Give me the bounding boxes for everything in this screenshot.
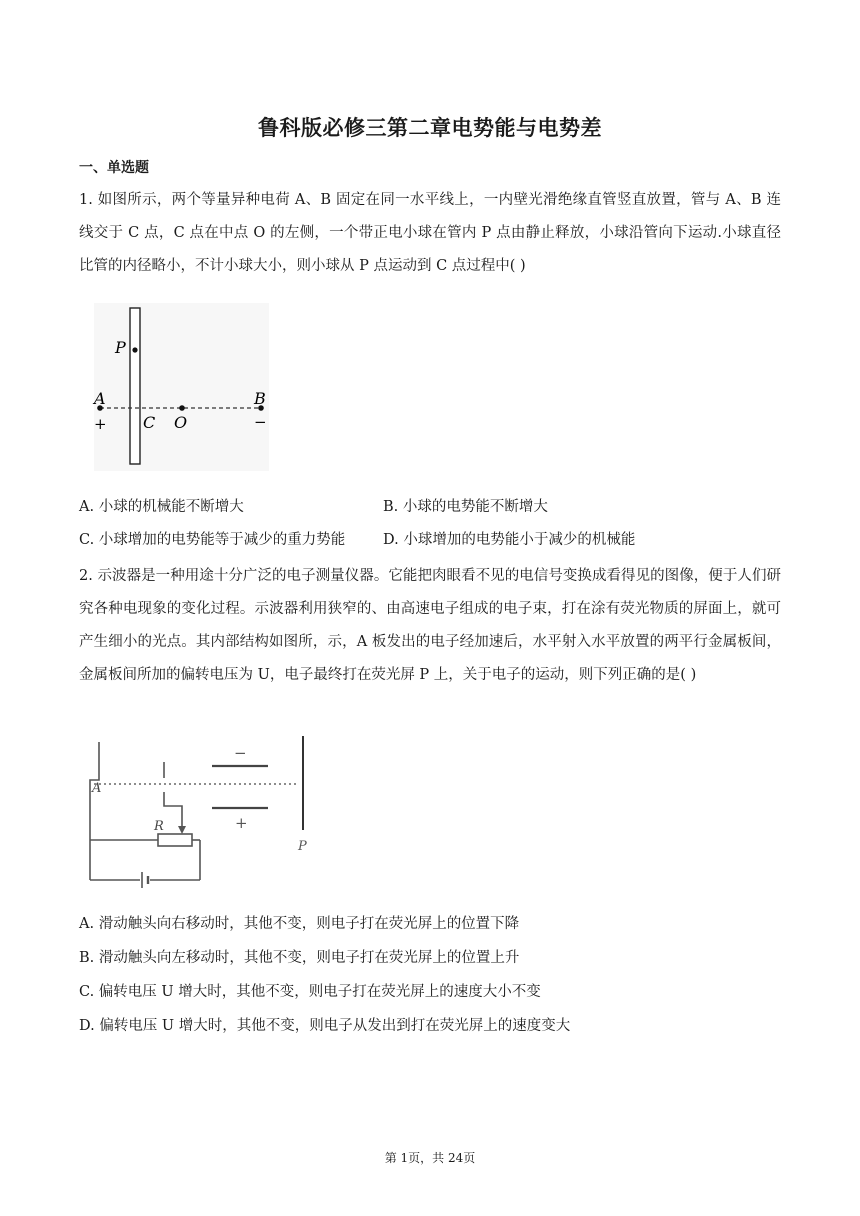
page-title: 鲁科版必修三第二章电势能与电势差 <box>258 116 602 140</box>
label-c: C <box>143 413 156 432</box>
vertical-tube <box>130 308 140 464</box>
label-a: A <box>94 389 106 408</box>
point-o <box>179 405 185 411</box>
page-footer: 第 1页，共 24页 <box>384 1151 476 1165</box>
label-a: A <box>92 781 102 796</box>
label-plus: + <box>94 415 107 433</box>
question-1-stem: 1. 如图所示，两个等量异种电荷 A、B 固定在同一水平线上，一内壁光滑绝缘直管竖直放置，管与 A、B 连线交于 C 点，C 点在中点 O 的左侧，一个带正电小球在管内 P 点由静止释放，小球沿管向下运动.小球直径比管的内径略小，不计小球大小，则小球从 P 点运动到 C 点过程中( ) <box>79 192 781 274</box>
rheostat-r <box>158 834 192 846</box>
label-b: B <box>254 389 266 408</box>
q1-option-b: B. 小球的电势能不断增大 <box>383 499 548 515</box>
q1-option-a: A. 小球的机械能不断增大 <box>79 499 244 515</box>
question-1-figure <box>86 303 271 473</box>
section-heading: 一、单选题 <box>79 160 149 176</box>
upper-plate-sign: − <box>234 744 247 762</box>
label-o: O <box>174 413 188 432</box>
q2-option-d: D. 偏转电压 U 增大时，其他不变，则电子从发出到打在荧光屏上的速度变大 <box>79 1018 571 1034</box>
label-p: P <box>298 839 307 854</box>
label-minus: − <box>254 413 267 431</box>
q2-option-a: A. 滑动触头向右移动时，其他不变，则电子打在荧光屏上的位置下降 <box>79 916 520 932</box>
question-2-figure <box>82 730 317 890</box>
lower-plate-sign: + <box>235 814 248 832</box>
question-2-stem: 2. 示波器是一种用途十分广泛的电子测量仪器。它能把肉眼看不见的电信号变换成看得见的图像，便于人们研究各种电现象的变化过程。示波器利用狭窄的、由高速电子组成的电子束，打在涂有荧光物质的屏面上，就可产生细小的光点。其内部结构如图所，示，A 板发出的电子经加速后，水平射入水平放置的两平行金属板间，金属板间所加的偏转电压为 U，电子最终打在荧光屏 P 上，关于电子的运动，则下列正确的是( ) <box>79 568 781 683</box>
q1-option-d: D. 小球增加的电势能小于减少的机械能 <box>383 532 636 548</box>
point-p <box>132 347 137 352</box>
label-p: P <box>115 338 126 357</box>
figure-background <box>94 303 269 471</box>
label-r: R <box>154 819 164 834</box>
q2-option-c: C. 偏转电压 U 增大时，其他不变，则电子打在荧光屏上的速度大小不变 <box>79 984 541 1000</box>
q2-option-b: B. 滑动触头向左移动时，其他不变，则电子打在荧光屏上的位置上升 <box>79 950 520 966</box>
q1-option-c: C. 小球增加的电势能等于减少的重力势能 <box>79 532 346 548</box>
